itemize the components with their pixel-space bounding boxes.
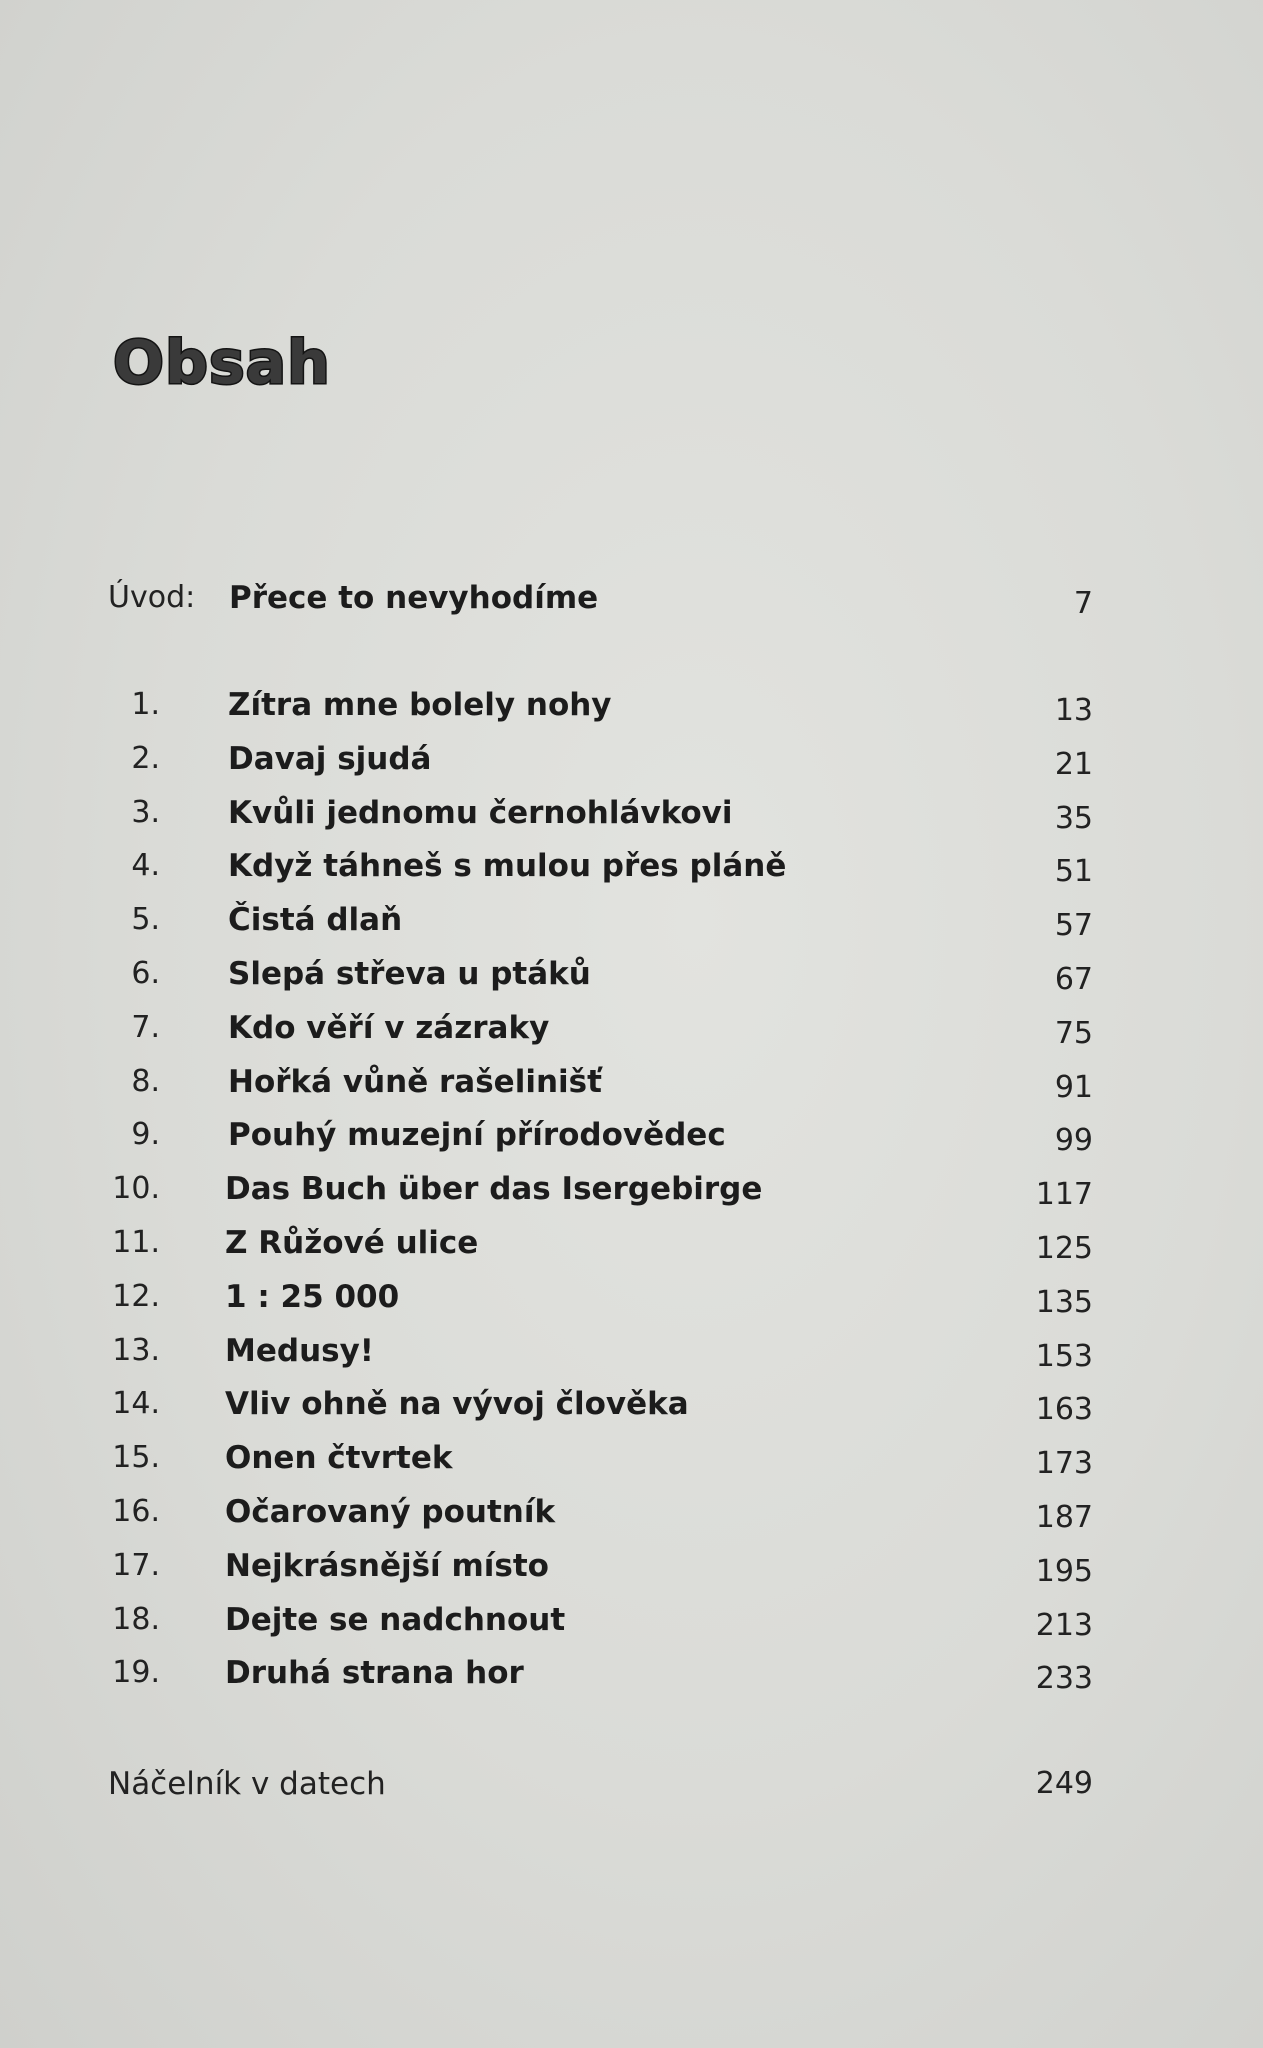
outro-page-number: 249 [1035,1766,1093,1801]
chapter-title: Pouhý muzejní přírodovědec [228,1117,726,1153]
toc-outro-row [0,1760,1263,1808]
chapter-number: 14. [112,1386,160,1421]
toc-chapter-row [0,1111,1263,1159]
chapter-page-number: 51 [1054,854,1093,889]
outro-title: Náčelník v datech [108,1766,386,1802]
toc-intro-row [0,574,1263,622]
chapter-page-number: 57 [1054,908,1093,943]
chapter-page-number: 13 [1054,693,1093,728]
chapter-page-number: 117 [1035,1177,1093,1212]
chapter-page-number: 125 [1035,1231,1093,1266]
chapter-page-number: 173 [1035,1446,1093,1481]
chapter-page-number: 75 [1054,1016,1093,1051]
chapter-number: 7. [131,1010,160,1045]
intro-title: Přece to nevyhodíme [229,580,599,616]
toc-chapter-row [0,1219,1263,1267]
chapter-title: Kvůli jednomu černohlávkovi [228,795,733,831]
chapter-title: Nejkrásnější místo [225,1548,549,1584]
toc-chapter-row [0,1542,1263,1590]
intro-label: Úvod: [108,580,196,615]
chapter-page-number: 21 [1054,747,1093,782]
chapter-page-number: 233 [1035,1661,1093,1696]
toc-chapter-row [0,1004,1263,1052]
chapter-number: 18. [112,1602,160,1637]
chapter-number: 2. [131,741,160,776]
chapter-number: 6. [131,956,160,991]
chapter-title: Čistá dlaň [228,902,403,938]
toc-chapter-row [0,789,1263,837]
chapter-page-number: 99 [1054,1123,1093,1158]
chapter-title: Slepá střeva u ptáků [228,956,591,992]
chapter-number: 16. [112,1494,160,1529]
chapter-title: Druhá strana hor [225,1655,524,1691]
chapter-page-number: 187 [1035,1500,1093,1535]
toc-chapter-row [0,950,1263,998]
toc-chapter-row [0,1488,1263,1536]
chapter-title: Vliv ohně na vývoj člověka [225,1386,689,1422]
chapter-number: 1. [131,687,160,722]
chapter-title: Hořká vůně rašelinišť [228,1064,602,1100]
chapter-number: 5. [131,902,160,937]
toc-chapter-row [0,1327,1263,1375]
chapter-number: 8. [131,1064,160,1099]
chapter-title: Očarovaný poutník [225,1494,556,1530]
chapter-page-number: 163 [1035,1392,1093,1427]
toc-chapter-row [0,735,1263,783]
chapter-number: 9. [131,1117,160,1152]
chapter-title: 1 : 25 000 [225,1279,400,1315]
page-title: Obsah [113,328,331,398]
chapter-number: 13. [112,1333,160,1368]
toc-chapter-row [0,1380,1263,1428]
toc-chapter-row [0,681,1263,729]
toc-chapter-row [0,1649,1263,1697]
chapter-title: Z Růžové ulice [225,1225,479,1261]
chapter-title: Zítra mne bolely nohy [228,687,612,723]
chapter-number: 11. [112,1225,160,1260]
chapter-title: Dejte se nadchnout [225,1602,566,1638]
toc-chapter-row [0,1165,1263,1213]
toc-chapter-row [0,1596,1263,1644]
chapter-page-number: 67 [1054,962,1093,997]
chapter-number: 17. [112,1548,160,1583]
chapter-number: 4. [131,848,160,883]
toc-chapter-row [0,1434,1263,1482]
chapter-title: Kdo věří v zázraky [228,1010,550,1046]
chapter-title: Medusy! [225,1333,374,1369]
toc-chapter-row [0,1273,1263,1321]
intro-page-number: 7 [1073,586,1093,621]
chapter-number: 12. [112,1279,160,1314]
chapter-title: Onen čtvrtek [225,1440,453,1476]
chapter-page-number: 195 [1035,1554,1093,1589]
chapter-number: 15. [112,1440,160,1475]
chapter-number: 19. [112,1655,160,1690]
chapter-number: 10. [112,1171,160,1206]
chapter-page-number: 135 [1035,1285,1093,1320]
chapter-page-number: 35 [1054,801,1093,836]
toc-chapter-row [0,896,1263,944]
chapter-title: Když táhneš s mulou přes pláně [228,848,787,884]
toc-chapter-row [0,842,1263,890]
chapter-page-number: 91 [1054,1070,1093,1105]
chapter-page-number: 213 [1035,1608,1093,1643]
toc-chapter-row [0,1058,1263,1106]
chapter-page-number: 153 [1035,1339,1093,1374]
chapter-number: 3. [131,795,160,830]
chapter-title: Davaj sjudá [228,741,432,777]
chapter-title: Das Buch über das Isergebirge [225,1171,763,1207]
